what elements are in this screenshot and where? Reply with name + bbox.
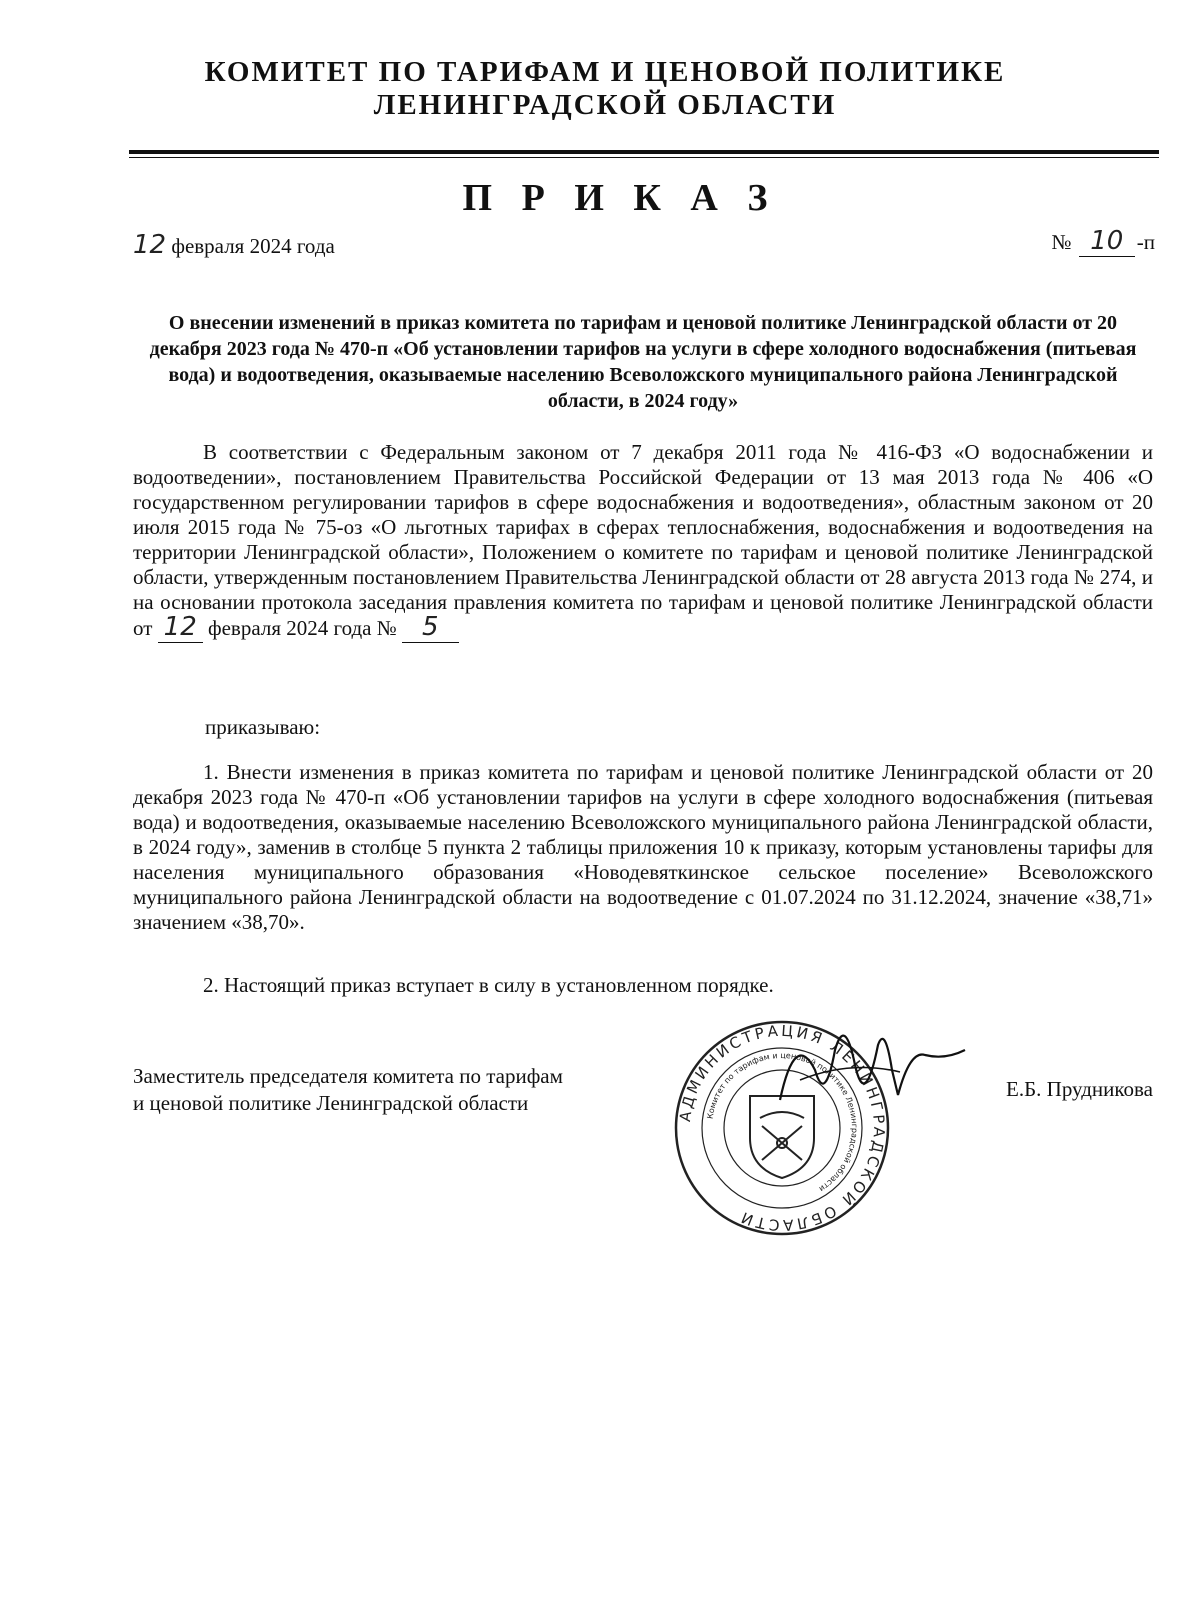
committee-line-2: ЛЕНИНГРАДСКОЙ ОБЛАСТИ [373,89,837,121]
signatory-position-line-2: и ценовой политике Ленинградской области [133,1091,529,1115]
handwritten-signature [760,1010,970,1130]
date-day-handwritten: 12 [133,230,167,260]
item-2 [133,973,1153,998]
order-number [1051,226,1155,257]
preamble-paragraph [133,440,1153,641]
seal-outer-text: АДМИНИСТРАЦИЯ ЛЕНИНГРАДСКОЙ ОБЛАСТИ [676,1021,889,1235]
order-subject: О внесении изменений в приказ комитета по тарифам и ценовой политике Ленинградской области от 20 декабря 2023 года № 470-п «Об установлении тарифов на услуги в сфере холодного водоснабжения (питьевая вода) и водоотведения, оказываемые населению Всеволожского муниципального района Ленинградской области, в 2024 году» [149,312,1137,412]
header-rule-thin [129,157,1159,158]
signatory-position-line-1: Заместитель председателя комитета по тарифам [133,1064,563,1088]
preamble-text: В соответствии с Федеральным законом от 7 декабря 2011 года № 416-ФЗ «О водоснабжении и водоотведении», постановлением Правительства Российской Федерации от 13 мая 2013 года № 406 «О государственном регулировании тарифов в сфере водоснабжения и водоотведения», областным законом от 20 июля 2015 года № 75-оз «О льготных тарифах в сферах теплоснабжения, водоснабжения и водоотведения на территории Ленинградской области», Положением о комитете по тарифам и ценовой политике Ленинградской области, утвержденным постановлением Правительства Ленинградской области от 28 августа 2013 года № 274, и на основании протокола заседания правления комитета по тарифам и ценовой политике Ленинградской области от [133,440,1153,640]
order-date [133,230,335,260]
signatory-position [133,1063,653,1117]
committee-header [0,56,1200,122]
header-rule-thick [129,150,1159,154]
date-rest: февраля 2024 года [171,234,335,258]
number-handwritten: 10 [1090,226,1124,256]
item-1 [133,760,1153,935]
protocol-number-handwritten: 5 [402,612,459,643]
preamble-text-after-day: февраля 2024 года № [208,616,397,640]
signatory-name: Е.Б. Прудникова [1006,1077,1153,1101]
document-type-title: П Р И К А З [462,177,778,219]
number-suffix: -п [1136,230,1155,254]
committee-line-1: КОМИТЕТ ПО ТАРИФАМ И ЦЕНОВОЙ ПОЛИТИКЕ [204,56,1006,88]
item-1-text: 1. Внести изменения в приказ комитета по тарифам и ценовой политике Ленинградской области от 20 декабря 2023 года № 470-п «Об установлении тарифов на услуги в сфере холодного водоснабжения (питьевая вода) и водоотведения, оказываемые населению Всеволожского муниципального района Ленинградской области, в 2024 году», заменив в столбце 5 пункта 2 таблицы приложения 10 к приказу, которым установлены тарифы для населения муниципального образования «Новодевяткинское сельское поселение» Всеволожского муниципального района Ленинградской области на водоотведение с 01.07.2024 по 31.12.2024, значение «38,71» значением «38,70». [133,760,1153,934]
order-word: приказываю: [205,715,321,739]
number-prefix: № [1051,230,1072,254]
seal-inner-text: Комитет по тарифам и ценовой политике Ленинградской области [705,1050,860,1194]
item-2-text: 2. Настоящий приказ вступает в силу в установленном порядке. [203,973,774,997]
preamble-day-handwritten: 12 [158,612,203,643]
